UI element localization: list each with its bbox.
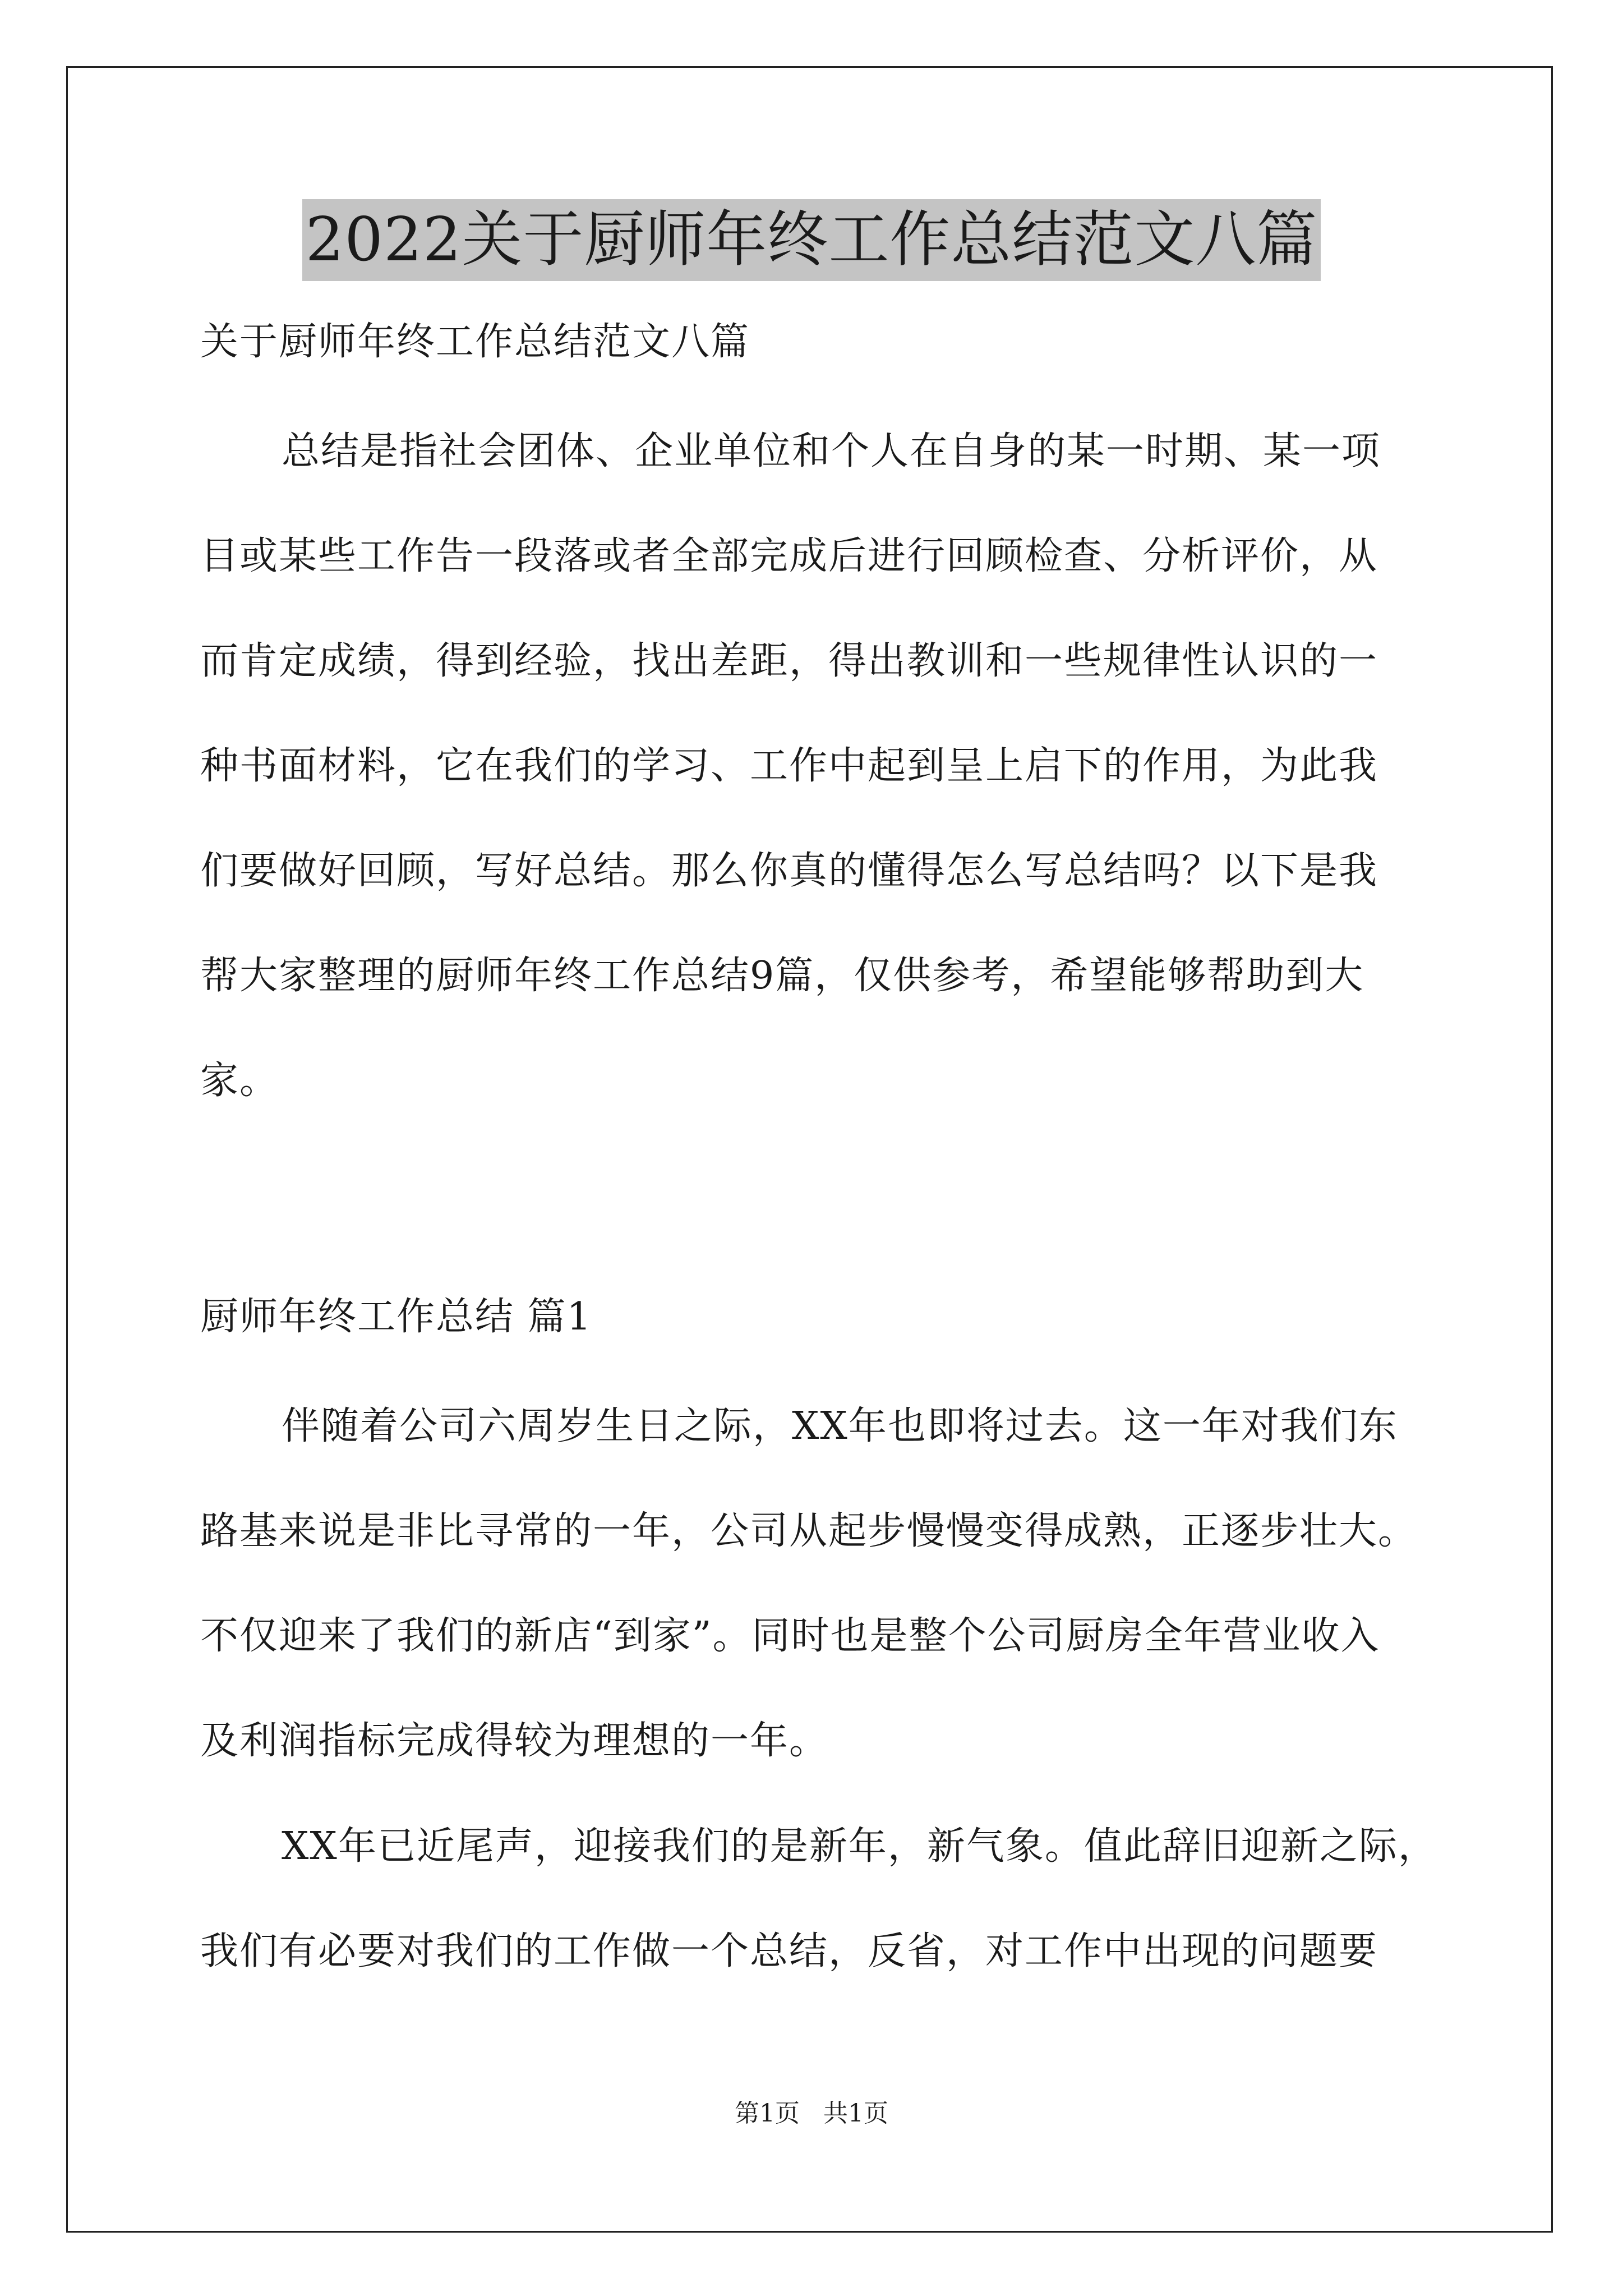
document-title: 2022关于厨师年终工作总结范文八篇 bbox=[302, 199, 1321, 281]
intro-line-2: 目或某些工作告一段落或者全部完成后进行回顾检查、分析评价，从 bbox=[200, 534, 1378, 578]
page-footer: 第1页 共1页 bbox=[735, 2099, 888, 2128]
page-border bbox=[66, 66, 1553, 2233]
intro-line-7: 家。 bbox=[200, 1059, 279, 1103]
intro-line-1: 总结是指社会团体、企业单位和个人在自身的某一时期、某一项 bbox=[282, 429, 1381, 473]
para2-line-1: XX年已近尾声，迎接我们的是新年，新气象。值此辞旧迎新之际， bbox=[282, 1824, 1437, 1869]
para1-line-2: 路基来说是非比寻常的一年，公司从起步慢慢变得成熟，正逐步壮大。 bbox=[200, 1509, 1418, 1553]
para1-line-3: 不仅迎来了我们的新店“到家”。同时也是整个公司厨房全年营业收入 bbox=[200, 1614, 1380, 1658]
para2-line-2: 我们有必要对我们的工作做一个总结，反省，对工作中出现的问题要 bbox=[200, 1929, 1378, 1973]
intro-line-3: 而肯定成绩，得到经验，找出差距，得出教训和一些规律性认识的一 bbox=[200, 639, 1378, 683]
para1-line-4: 及利润指标完成得较为理想的一年。 bbox=[200, 1719, 829, 1763]
intro-line-4: 种书面材料，它在我们的学习、工作中起到呈上启下的作用，为此我 bbox=[200, 744, 1378, 788]
section-heading: 厨师年终工作总结 篇1 bbox=[200, 1295, 592, 1339]
title-container bbox=[0, 199, 1623, 281]
document-subtitle: 关于厨师年终工作总结范文八篇 bbox=[200, 320, 750, 364]
intro-line-5: 们要做好回顾，写好总结。那么你真的懂得怎么写总结吗？以下是我 bbox=[200, 849, 1378, 893]
para1-line-1: 伴随着公司六周岁生日之际，XX年也即将过去。这一年对我们东 bbox=[282, 1404, 1398, 1448]
intro-line-6: 帮大家整理的厨师年终工作总结9篇，仅供参考，希望能够帮助到大 bbox=[200, 954, 1364, 998]
